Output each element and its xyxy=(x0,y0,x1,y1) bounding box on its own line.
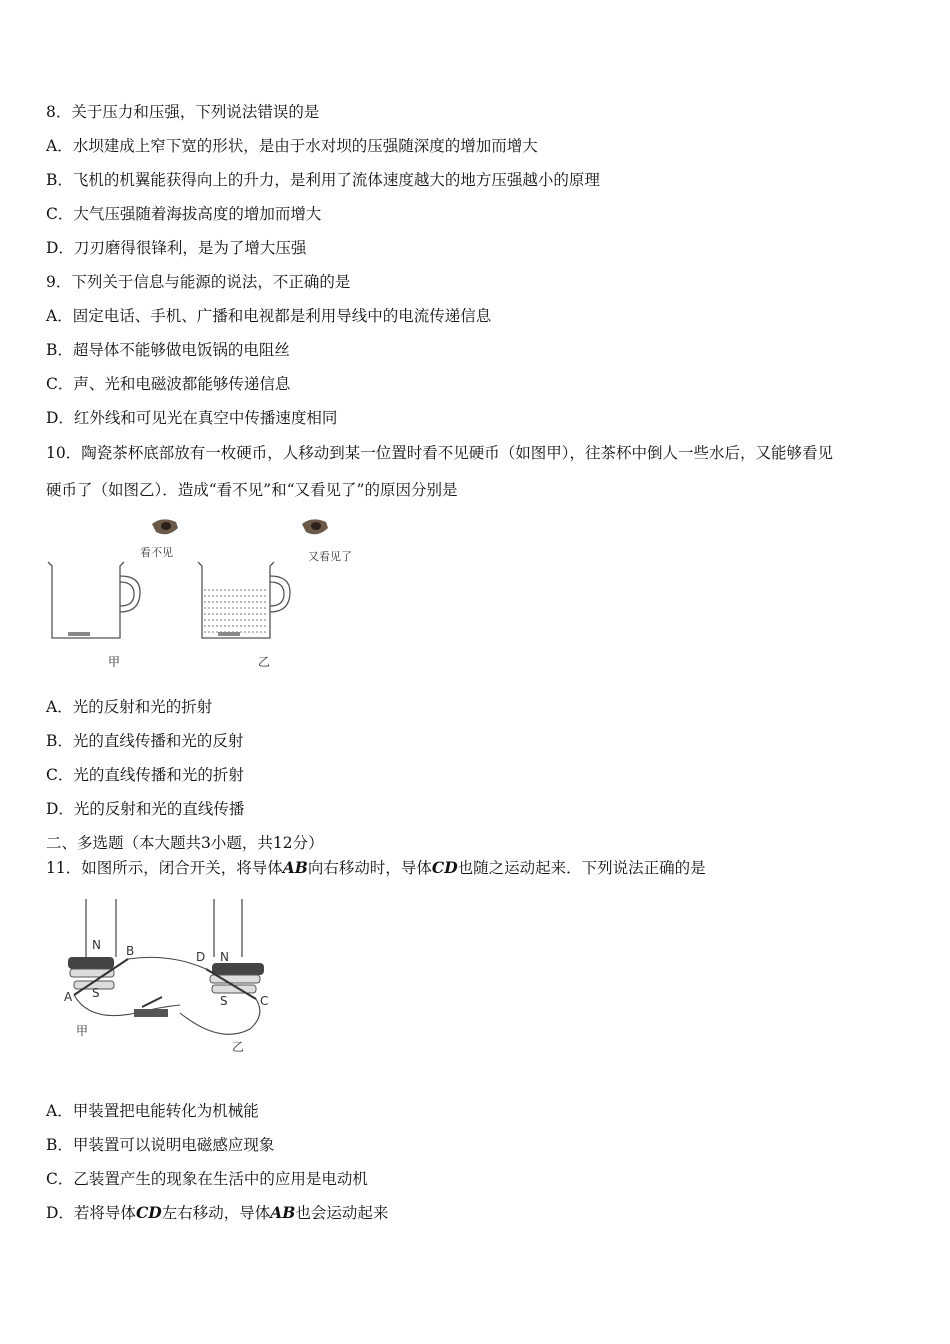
label-d: D xyxy=(196,950,206,964)
q8-option-d: D．刀刃磨得很锋利，是为了增大压强 xyxy=(46,239,307,257)
caption-cannot-see: 看不见 xyxy=(140,546,173,559)
figure-label-yi: 乙 xyxy=(258,655,271,669)
q11-optd-pre: D．若将导体 xyxy=(46,1204,136,1222)
q11-optd-var-ab: AB xyxy=(270,1203,296,1222)
q11-stem-post: 也随之运动起来．下列说法正确的是 xyxy=(457,859,706,877)
q11-var-cd: CD xyxy=(431,858,458,877)
label-s-right: S xyxy=(220,994,228,1008)
figure-label-jia: 甲 xyxy=(108,655,121,669)
caption-see-again: 又看见了 xyxy=(308,550,352,563)
label-n-left: N xyxy=(92,938,101,952)
coin-right xyxy=(218,632,240,636)
label-c: C xyxy=(260,994,269,1008)
cup-right xyxy=(198,562,290,638)
q11-stem-mid: 向右移动时，导体 xyxy=(307,859,432,877)
label-a: A xyxy=(64,990,73,1004)
q11-option-b: B．甲装置可以说明电磁感应现象 xyxy=(46,1136,275,1154)
q10-option-d: D．光的反射和光的直线传播 xyxy=(46,800,245,818)
eye-icon-left xyxy=(152,519,178,534)
cup-left xyxy=(48,562,140,638)
q8-stem: 8．关于压力和压强，下列说法错误的是 xyxy=(46,103,320,121)
q10-option-c: C．光的直线传播和光的折射 xyxy=(46,766,244,784)
q11-var-ab: AB xyxy=(282,858,308,877)
q10-figure-cups xyxy=(40,510,370,675)
coin-left xyxy=(68,632,90,636)
q9-stem: 9．下列关于信息与能源的说法，不正确的是 xyxy=(46,273,351,291)
right-threads xyxy=(214,899,242,957)
q10-stem-line1: 10．陶瓷茶杯底部放有一枚硬币，人移动到某一位置时看不见硬币（如图甲），往茶杯中倒人一些水后，又能够看见 xyxy=(46,444,833,462)
eye-icon-right xyxy=(302,519,328,534)
section-heading-multi-choice: 二、多选题（本大题共3小题，共12分） xyxy=(46,834,324,852)
q8-option-b: B．飞机的机翼能获得向上的升力，是利用了流体速度越大的地方压强越小的原理 xyxy=(46,171,600,189)
q9-option-a: A．固定电话、手机、广播和电视都是利用导线中的电流传递信息 xyxy=(46,307,492,325)
q8-option-c: C．大气压强随着海拔高度的增加而增大 xyxy=(46,205,322,223)
q11-option-d xyxy=(46,1203,388,1223)
label-s-left: S xyxy=(92,986,100,1000)
q11-stem-pre: 11．如图所示，闭合开关，将导体 xyxy=(46,859,283,877)
q10-stem-line2: 硬币了（如图乙）．造成“看不见”和“又看见了”的原因分别是 xyxy=(46,481,458,499)
q11-optd-var-cd: CD xyxy=(135,1203,162,1222)
q9-option-d: D．红外线和可见光在真空中传播速度相同 xyxy=(46,409,338,427)
figure-label-yi-11: 乙 xyxy=(232,1040,245,1054)
q11-optd-post: 也会运动起来 xyxy=(295,1204,389,1222)
q8-option-a: A．水坝建成上窄下宽的形状，是由于水对坝的压强随深度的增加而增大 xyxy=(46,137,538,155)
figure-label-jia-11: 甲 xyxy=(76,1024,89,1038)
label-b: B xyxy=(126,944,135,958)
label-n-right: N xyxy=(220,950,229,964)
q9-option-b: B．超导体不能够做电饭锅的电阻丝 xyxy=(46,341,290,359)
q11-option-c: C．乙装置产生的现象在生活中的应用是电动机 xyxy=(46,1170,368,1188)
left-threads xyxy=(86,899,116,957)
q11-stem xyxy=(46,858,706,878)
q10-option-a: A．光的反射和光的折射 xyxy=(46,698,213,716)
q11-optd-mid: 左右移动，导体 xyxy=(161,1204,271,1222)
q10-option-b: B．光的直线传播和光的反射 xyxy=(46,732,244,750)
q9-option-c: C．声、光和电磁波都能够传递信息 xyxy=(46,375,291,393)
q11-option-a: A．甲装置把电能转化为机械能 xyxy=(46,1102,259,1120)
water-right xyxy=(204,590,268,632)
q11-figure-circuit xyxy=(60,895,290,1060)
